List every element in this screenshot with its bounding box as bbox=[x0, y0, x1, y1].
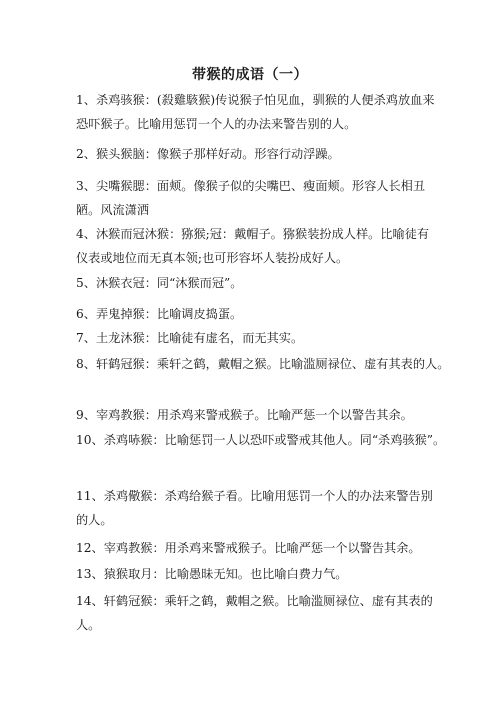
entry-line: 6、弄鬼掉猴：比喻调皮捣蛋。 bbox=[76, 307, 243, 321]
entry-1 bbox=[76, 88, 456, 136]
entry-line: 10、杀鸡哧猴：比喻惩罚一人以恐吓或警戒其他人。同“杀鸡骇猴”。 bbox=[76, 433, 446, 447]
entry-line: 12、宰鸡教猴：用杀鸡来警戒猴子。比喻严惩一个以警告其余。 bbox=[76, 541, 421, 555]
entry-5 bbox=[76, 271, 456, 295]
entry-line: 恐吓猴子。比喻用惩罚一个人的办法来警告别的人。 bbox=[76, 117, 357, 131]
entry-line: 7、土龙沐猴：比喻徒有虚名，而无其实。 bbox=[76, 331, 304, 345]
entry-13 bbox=[76, 562, 456, 586]
entry-12 bbox=[76, 536, 456, 560]
entry-14 bbox=[76, 589, 456, 637]
page-title: 带猴的成语（一） bbox=[192, 67, 308, 83]
entry-6 bbox=[76, 302, 456, 326]
entry-line: 陋。风流潇洒 bbox=[76, 203, 150, 217]
entry-4 bbox=[76, 222, 456, 270]
entry-line: 8、轩鹤冠猴：乘轩之鹤，戴帽之猴。比喻滥厕禄位、虚有其表的人。 bbox=[76, 357, 450, 371]
entry-line: 2、猴头猴脑：像猴子那样好动。形容行动浮躁。 bbox=[76, 147, 340, 161]
entry-3 bbox=[76, 174, 456, 222]
entry-line: 13、猿猴取月：比喻愚昧无知。也比喻白费力气。 bbox=[76, 567, 348, 581]
entry-9 bbox=[76, 403, 456, 427]
entry-line: 11、杀鸡儆猴：杀鸡给猴子看。比喻用惩罚一个人的办法来警告别 bbox=[76, 489, 433, 503]
entry-line: 人。 bbox=[76, 618, 101, 632]
entry-line: 9、宰鸡教猴：用杀鸡来警戒猴子。比喻严惩一个以警告其余。 bbox=[76, 408, 413, 422]
entry-line: 5、沐猴衣冠：同“沐猴而冠”。 bbox=[76, 276, 243, 290]
entry-line: 仪表或地位而无真本领;也可形容坏人装扮成好人。 bbox=[76, 251, 349, 265]
entry-7 bbox=[76, 326, 456, 350]
entry-line: 的人。 bbox=[76, 513, 113, 527]
entry-line: 3、尖嘴猴腮：面颊。像猴子似的尖嘴巴、瘦面颊。形容人长相丑 bbox=[76, 179, 426, 193]
entry-line: 4、沐猴而冠沐猴：猕猴;冠：戴帽子。猕猴装扮成人样。比喻徒有 bbox=[76, 227, 430, 241]
entry-11 bbox=[76, 484, 456, 532]
entry-line: 1、杀鸡骇猴：(殺雞駭猴)传说猴子怕见血，驯猴的人便杀鸡放血来 bbox=[76, 93, 435, 107]
entry-8 bbox=[76, 352, 456, 376]
entry-10 bbox=[76, 428, 456, 452]
entry-2 bbox=[76, 142, 456, 166]
entry-line: 14、轩鹤冠猴：乘轩之鹤，戴帽之猴。比喻滥厕禄位、虚有其表的 bbox=[76, 594, 433, 608]
